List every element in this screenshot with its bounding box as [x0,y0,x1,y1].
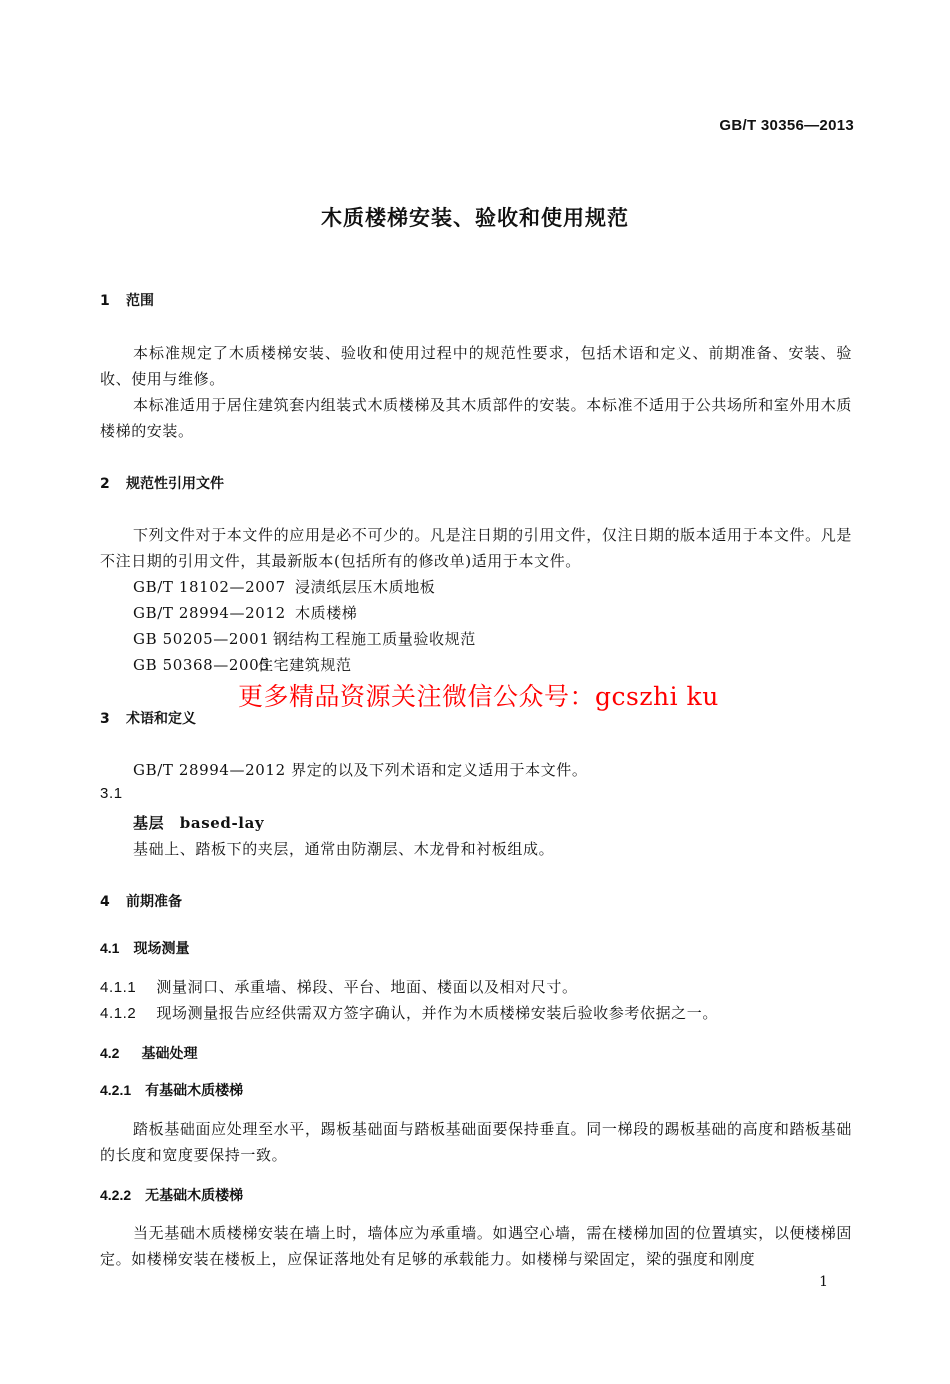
reference-code: GB/T 28994—2012 [133,604,286,622]
reference-item [133,654,352,675]
section-2-heading [100,473,224,493]
section-number: 1 [100,293,110,309]
term-definition: 基础上、踏板下的夹层，通常由防潮层、木龙骨和衬板组成。 [133,840,555,858]
section-1-heading [100,290,154,310]
clause-text: 现场测量报告应经供需双方签字确认，并作为木质楼梯安装后验收参考依据之一。 [156,1004,718,1022]
section-number: 2 [100,476,110,492]
watermark-text: 更多精品资源关注微信公众号：gcszhi ku [238,682,719,711]
reference-name: 钢结构工程施工质量验收规范 [273,630,476,648]
clause-4-1-2 [100,1002,718,1023]
section-number: 3 [100,711,110,727]
subsection-4-1-heading [100,938,189,958]
section-title: 术语和定义 [126,711,196,727]
subsection-4-2-2-paragraph: 当无基础木质楼梯安装在墙上时，墙体应为承重墙。如遇空心墙，需在楼梯加固的位置填实，以便楼梯固定。如楼梯安装在楼板上，应保证落地处有足够的承载能力。如楼梯与梁固定，梁的强度和刚度 [100,1224,852,1268]
term-title: 基层 based-lay [133,814,265,832]
subsection-4-2-heading [100,1043,197,1063]
section-3-paragraph: GB/T 28994—2012 界定的以及下列术语和定义适用于本文件。 [133,761,588,779]
subsection-title: 无基础木质楼梯 [145,1188,244,1204]
subsection-number: 4.2.2 [100,1187,132,1203]
reference-name: 木质楼梯 [295,604,358,622]
subsection-number: 4.2.1 [100,1082,132,1098]
section-3-heading [100,708,196,728]
reference-name: 浸渍纸层压木质地板 [295,578,436,596]
section-2-paragraph: 下列文件对于本文件的应用是必不可少的。凡是注日期的引用文件，仅注日期的版本适用于本文件。凡是不注日期的引用文件，其最新版本(包括所有的修改单)适用于本文件。 [100,526,852,570]
subsection-number: 4.1 [100,940,120,956]
reference-code: GB 50368—2005 [133,656,270,674]
standard-number: GB/T 30356—2013 [719,117,854,134]
clause-number: 4.1.2 [100,1005,137,1022]
section-1-paragraph-2: 本标准适用于居住建筑套内组装式木质楼梯及其木质部件的安装。本标准不适用于公共场所和室外用木质楼梯的安装。 [100,396,852,440]
section-title: 规范性引用文件 [126,476,224,492]
reference-item [133,628,476,649]
section-number: 4 [100,894,110,910]
subsection-title: 现场测量 [133,941,190,957]
reference-name: 住宅建筑规范 [258,656,352,674]
term-number: 3.1 [100,785,123,802]
subsection-title: 基础处理 [141,1046,198,1062]
clause-number: 4.1.1 [100,979,137,996]
reference-code: GB/T 18102—2007 [133,578,286,596]
subsection-title: 有基础木质楼梯 [145,1083,244,1099]
subsection-number: 4.2 [100,1045,120,1061]
document-title: 木质楼梯安装、验收和使用规范 [321,206,629,230]
reference-item [133,602,357,623]
reference-item [133,576,435,597]
clause-4-1-1 [100,976,578,997]
subsection-4-2-1-paragraph: 踏板基础面应处理至水平，踢板基础面与踏板基础面要保持垂直。同一梯段的踢板基础的高度和踏板基础的长度和宽度要保持一致。 [100,1120,852,1164]
section-title: 前期准备 [126,894,182,910]
section-4-heading [100,891,182,911]
subsection-4-2-1-heading [100,1080,243,1100]
page-number: 1 [819,1274,828,1290]
subsection-4-2-2-heading [100,1185,243,1205]
clause-text: 测量洞口、承重墙、梯段、平台、地面、楼面以及相对尺寸。 [156,978,578,996]
section-title: 范围 [126,293,154,309]
reference-code: GB 50205—2001 [133,630,270,648]
section-1-paragraph-1: 本标准规定了木质楼梯安装、验收和使用过程中的规范性要求，包括术语和定义、前期准备、安装、验收、使用与维修。 [100,344,852,388]
